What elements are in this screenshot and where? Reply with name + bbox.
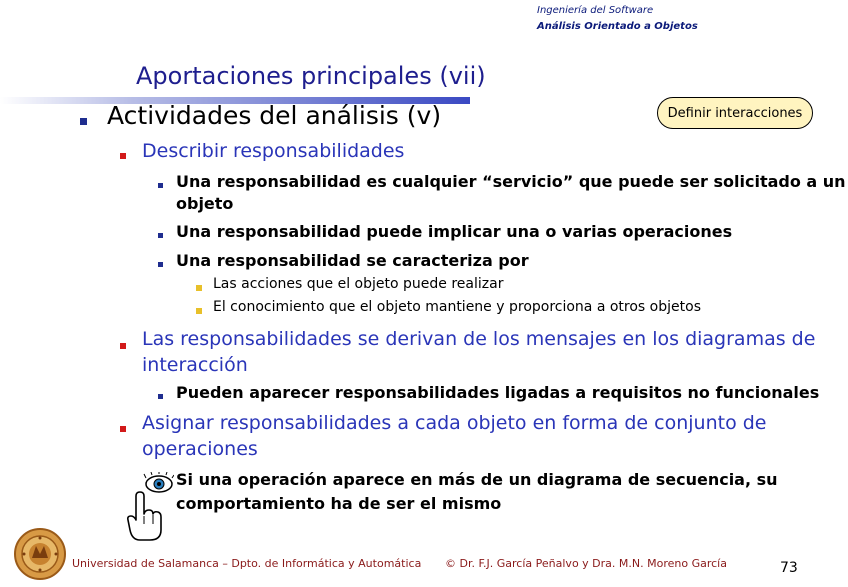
slide-title: Aportaciones principales (vii)	[136, 62, 486, 90]
footer-university: Universidad de Salamanca – Dpto. de Informática y Automática	[72, 557, 422, 570]
sub-bullet	[158, 394, 163, 399]
item3-note-line2: comportamiento ha de ser el mismo	[176, 494, 502, 513]
item3-text-line1: Asignar responsabilidades a cada objeto en forma de conjunto de	[142, 412, 767, 434]
sub-item-1-cont: objeto	[176, 194, 234, 213]
item2-text-line2: interacción	[142, 354, 248, 376]
item2-bullet	[120, 343, 126, 349]
subsub-bullet	[196, 285, 202, 291]
sub-bullet	[158, 183, 163, 188]
item3-note-line1: Si una operación aparece en más de un diagrama de secuencia, su	[176, 470, 778, 489]
level1-bullet	[80, 118, 87, 125]
item1-text: Describir responsabilidades	[142, 140, 405, 162]
subsub-item-2: El conocimiento que el objeto mantiene y proporciona a otros objetos	[213, 299, 701, 315]
sub-item-1: Una responsabilidad es cualquier “servicio” que puede ser solicitado a un	[176, 172, 846, 191]
university-seal-icon	[14, 528, 66, 580]
pointing-hand-eye-icon	[126, 472, 174, 542]
sub-item-2: Una responsabilidad puede implicar una o varias operaciones	[176, 222, 733, 241]
item2-sub: Pueden aparecer responsabilidades ligadas a requisitos no funcionales	[176, 383, 820, 402]
page-number: 73	[780, 560, 798, 576]
sub-bullet	[158, 233, 163, 238]
item1-bullet	[120, 153, 126, 159]
subsub-item-1: Las acciones que el objeto puede realizar	[213, 276, 504, 292]
footer-authors: © Dr. F.J. García Peñalvo y Dra. M.N. Moreno García	[445, 557, 727, 570]
level1-heading: Actividades del análisis (v)	[107, 101, 442, 130]
header-course: Ingeniería del Software	[537, 5, 654, 16]
item3-text-line2: operaciones	[142, 438, 258, 460]
sub-bullet	[158, 262, 163, 267]
item2-text-line1: Las responsabilidades se derivan de los mensajes en los diagramas de	[142, 328, 816, 350]
item3-bullet	[120, 426, 126, 432]
header-topic: Análisis Orientado a Objetos	[537, 21, 698, 32]
subsub-bullet	[196, 308, 202, 314]
sub-item-3: Una responsabilidad se caracteriza por	[176, 251, 529, 270]
definir-interacciones-badge: Definir interacciones	[657, 97, 813, 129]
